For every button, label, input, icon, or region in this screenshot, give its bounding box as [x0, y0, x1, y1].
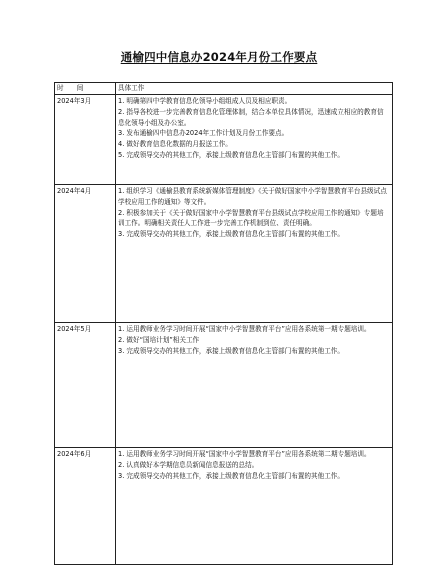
- row-content: [116, 185, 393, 323]
- row-time: 2024年3月: [55, 95, 116, 185]
- list-item: 1. 组织学习《通榆县教育系统新媒体管理制度》《关于做好国家中小学智慧教育平台县级试点学校应用工作的通知》等文件。: [118, 187, 387, 206]
- list-item: 2. 认真做好本学期信息员新闻信息报送的总结。: [118, 460, 259, 469]
- list-item: 1. 运用教师业务学习时间开展“国家中小学智慧教育平台”应用各系统第二期专题培训。: [118, 450, 371, 458]
- row-content: [116, 448, 393, 565]
- work-plan-table: [54, 82, 393, 565]
- row-time: 2024年5月: [55, 323, 116, 448]
- list-item: 5. 完成领导交办的其他工作，承接上级教育信息化主管部门布置的其他工作。: [118, 150, 344, 159]
- list-item: 3. 完成领导交办的其他工作，承接上级教育信息化主管部门布置的其他工作。: [118, 230, 344, 239]
- list-item: 1. 明确第四中学教育信息化领导小组组成人员及相应职责。: [118, 97, 292, 105]
- row-time: 2024年6月: [55, 448, 116, 565]
- table-row: [55, 323, 393, 448]
- table-row: [55, 448, 393, 565]
- table-row: [55, 185, 393, 323]
- list-item: 2. 积极参加关于《关于做好国家中小学智慧教育平台县级试点学校应用工作的通知》专题培训工作。明确相关责任人工作进一步完善工作机制到位、责任明确。: [118, 208, 384, 228]
- list-item: 3. 完成领导交办的其他工作，承接上级教育信息化主管部门布置的其他工作。: [118, 346, 344, 355]
- row-content: [116, 323, 393, 448]
- list-item: 1. 运用教师业务学习时间开展“国家中小学智慧教育平台”应用各系统第一期专题培训。: [118, 325, 371, 333]
- list-item: 3. 发布通榆四中信息办2024年工作计划及月份工作要点。: [118, 129, 289, 138]
- header-time: 时 间: [55, 83, 116, 95]
- list-item: 2. 指导各校进一步完善教育信息化管理体制，结合本单位具体情况，迅速成立相应的教育信息化领导小组及办公室。: [118, 107, 384, 127]
- header-content: 具体工作: [116, 83, 393, 95]
- row-content: [116, 95, 393, 185]
- table-header-row: [55, 83, 393, 95]
- row-time: 2024年4月: [55, 185, 116, 323]
- list-item: 2. 做好“国培计划”相关工作: [118, 335, 200, 344]
- document-title: 通榆四中信息办2024年月份工作要点: [120, 50, 318, 64]
- list-item: 3. 完成领导交办的其他工作，承接上级教育信息化主管部门布置的其他工作。: [118, 471, 344, 480]
- table-row: [55, 95, 393, 185]
- list-item: 4. 做好教育信息化数据的月报送工作。: [118, 140, 232, 149]
